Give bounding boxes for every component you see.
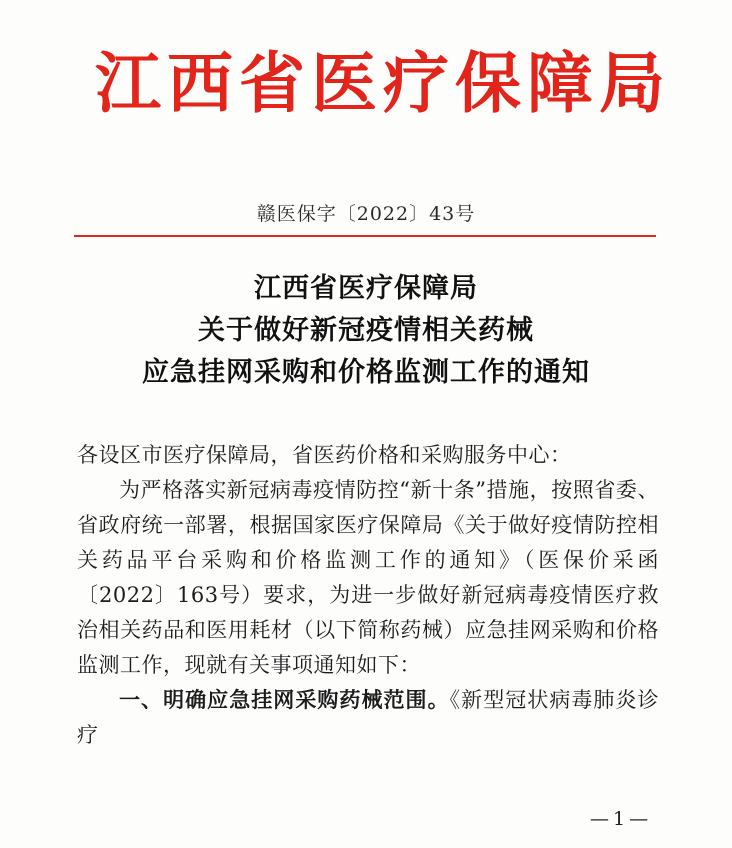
document-title xyxy=(0,268,732,394)
document-number: 赣医保字〔2022〕43号 xyxy=(256,203,476,225)
issuing-organization-header: 江西省医疗保障局 xyxy=(95,44,671,122)
title-line: 应急挂网采购和价格监测工作的通知 xyxy=(142,357,590,388)
title-line: 江西省医疗保障局 xyxy=(254,273,478,304)
salutation: 各设区市医疗保障局，省医药价格和采购服务中心： xyxy=(77,443,572,467)
document-body xyxy=(77,438,659,753)
body-paragraph: 为严格落实新冠病毒疫情防控“新十条”措施，按照省委、省政府统一部署，根据国家医疗保障局《关于做好疫情防控相关药品平台采购和价格监测工作的通知》（医保价采函〔2022〕163号）要求，为进一步做好新冠病毒疫情医疗救治相关药品和医用耗材（以下简称药械）应急挂网采购和价格监测工作，现就有关事项通知如下： xyxy=(77,478,659,677)
page-number: —1— xyxy=(590,808,653,830)
section-heading: 一、明确应急挂网采购药械范围。 xyxy=(119,688,450,712)
section-paragraph xyxy=(77,683,659,753)
section-text: 《新型冠状病毒肺炎诊疗 xyxy=(77,688,659,747)
title-line: 关于做好新冠疫情相关药械 xyxy=(198,315,534,346)
header-divider xyxy=(74,235,656,237)
